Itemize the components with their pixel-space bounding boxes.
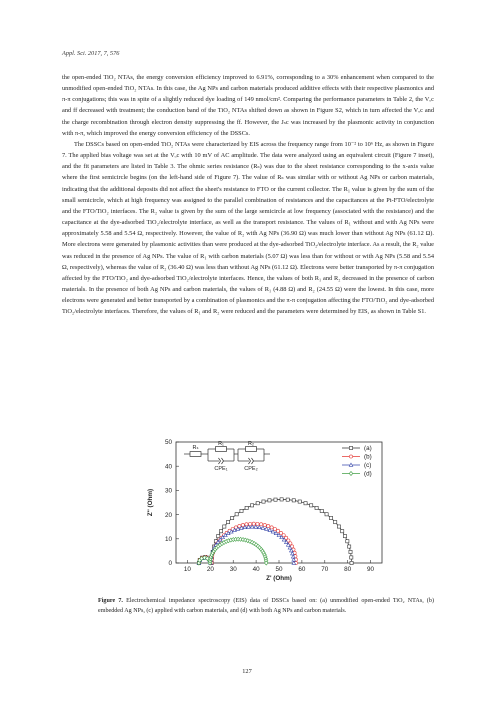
- body-text: [62, 72, 434, 317]
- y-axis-label: Z'' (Ohm): [147, 488, 154, 517]
- x-tick-label: 10: [183, 566, 191, 573]
- data-point: [285, 536, 288, 539]
- running-header: [62, 50, 119, 57]
- data-point: [263, 523, 266, 526]
- circuit-label-cpe2: CPE₂: [244, 466, 258, 472]
- data-point: [350, 556, 353, 559]
- y-tick-label: 10: [164, 536, 172, 543]
- data-point: [273, 527, 276, 530]
- data-point: [337, 525, 340, 528]
- x-tick-label: 90: [367, 566, 375, 573]
- data-point: [343, 535, 346, 538]
- data-point: [245, 523, 248, 526]
- data-point: [304, 502, 307, 505]
- data-point: [286, 498, 289, 501]
- x-tick-label: 40: [252, 566, 260, 573]
- x-tick-label: 80: [344, 566, 352, 573]
- data-point: [260, 523, 263, 526]
- paragraph-1: the open-ended TiO₂ NTAs, the energy conversion efficiency improved to 6.91%, corresponding to a 30% enhancement when compared to the unmodified open-ended TiO₂ NTAs. In this case, the Ag NPs and carbon materials produced additive effects with their respective plasmonics and π-π conjugations; this was in spite of a slightly reduced dye loading of 149 nmol/cm². Comparing the performance parameters in Table 2, the Vₒc and ff decreased with treatment; the conduction band of the TiO₂ NTAs shifted down as shown in Figure S2, which in turn affected the Vₒc and the charge recombination through electron density suppressing the ff. However, the Jₛc was increased by the plasmonic activity in conjunction with π-π, which improved the energy conversion efficiency of the DSSCs.: [62, 74, 434, 137]
- legend-label: (d): [364, 470, 372, 478]
- data-point: [292, 499, 295, 502]
- circuit-label-rs: Rₛ: [192, 445, 199, 451]
- data-point: [329, 516, 332, 519]
- y-tick-label: 0: [168, 560, 172, 568]
- x-axis-label: Z' (Ohm): [266, 575, 292, 582]
- x-tick-label: 70: [321, 566, 329, 573]
- data-point: [252, 522, 255, 525]
- data-point: [334, 521, 337, 524]
- data-point: [349, 550, 352, 553]
- x-tick-label: 20: [206, 566, 214, 573]
- data-point: [348, 545, 351, 548]
- circuit-resistor-r2: [246, 447, 257, 452]
- legend-marker: [349, 455, 352, 458]
- eis-nyquist-chart: [120, 436, 390, 586]
- data-point: [223, 525, 226, 528]
- x-tick-label: 30: [229, 566, 237, 573]
- data-point: [315, 506, 318, 509]
- data-point: [298, 500, 301, 503]
- legend-label: (b): [364, 453, 372, 461]
- data-point: [325, 513, 328, 516]
- data-point: [320, 509, 323, 512]
- data-point: [256, 522, 259, 525]
- figure-7: [120, 436, 390, 586]
- journal-citation: 2017, 7, 576: [87, 50, 120, 57]
- x-tick-label: 50: [275, 566, 283, 573]
- y-tick-label: 20: [164, 511, 172, 519]
- journal-name: Appl. Sci.: [62, 50, 87, 57]
- data-point: [262, 500, 265, 503]
- data-point: [256, 502, 259, 505]
- caption-text: Electrochemical impedance spectroscopy (EIS) data of DSSCs based on: (a) unmodified open-ended TiO₂ NTAs, (b) embedded Ag NPs, (c) applied with carbon materials, and (d) with both Ag NPs and carbon materials.: [98, 598, 434, 615]
- data-point: [276, 529, 279, 532]
- x-tick-label: 60: [298, 566, 306, 573]
- data-point: [231, 516, 234, 519]
- page-number: 127: [242, 668, 252, 675]
- data-point: [270, 526, 273, 529]
- data-point: [268, 499, 271, 502]
- legend-marker: [349, 472, 353, 476]
- data-point: [310, 504, 313, 507]
- data-point: [346, 540, 349, 543]
- data-point: [240, 509, 243, 512]
- data-point: [350, 561, 353, 564]
- legend-label: (c): [364, 462, 372, 470]
- data-point: [249, 522, 252, 525]
- circuit-label-cpe1: CPE₁: [214, 466, 228, 472]
- legend-marker: [349, 446, 352, 449]
- data-point: [217, 535, 220, 538]
- data-point: [341, 530, 344, 533]
- data-point: [241, 523, 244, 526]
- circuit-cpe2: [249, 458, 254, 464]
- data-point: [245, 506, 248, 509]
- data-point: [226, 521, 229, 524]
- data-point: [282, 534, 285, 537]
- data-point: [274, 498, 277, 501]
- caption-label: Figure 7.: [98, 598, 123, 604]
- figure-caption: [98, 596, 434, 617]
- circuit-cpe1: [219, 458, 224, 464]
- legend-label: (a): [364, 445, 372, 453]
- data-point: [280, 498, 283, 501]
- y-tick-label: 50: [164, 439, 172, 447]
- circuit-label-r2: R₂: [247, 441, 255, 447]
- circuit-resistor-r1: [216, 447, 227, 452]
- plot-frame: [176, 442, 382, 563]
- y-tick-label: 30: [164, 487, 172, 495]
- data-point: [279, 531, 282, 534]
- paragraph-2: The DSSCs based on open-ended TiO₂ NTAs were characterized by EIS across the frequency range from 10⁻² to 10⁶ Hz, as shown in Figure 7. The applied bias voltage was set at the Vₒc with 10 mV of AC amplitude. The data were analyzed using an equivalent circuit (Figure 7 inset), and the fit parameters are listed in Table 3. The ohmic series resistance (Rₛ) was due to the sheet resistance corresponding to the x-axis value where the first semicircle begins (on the left-hand side of Figure 7). The value of Rₛ was similar with or without Ag NPs or carbon materials, indicating that the additional deposits did not affect the sheet's resistance to FTO or the current collector. The R₁ value is given by the sum of the small semicircle, which at high frequency was assigned to the parallel combination of resistances and the capacitances at the Pt-FTO/electrolyte and the FTO/TiO₂ interfaces. The R₂ value is given by the sum of the large semicircle at low frequency (associated with the resistance) and the capacitance at the dye-adsorbed TiO₂/electrolyte interface, as well as the transport resistance. The values of R₁ without and with Ag NPs were approximately 5.58 and 5.54 Ω, respectively. However, the value of R₂ with Ag NPs (36.90 Ω) was much lower than without Ag NPs (61.12 Ω). More electrons were generated by plasmonic activities than were produced at the dye-adsorbed TiO₂/electrolyte interface. As a result, the R₂ value was reduced in the presence of Ag NPs. The value of R₁ with carbon materials (5.07 Ω) was less than for without or with Ag NPs (5.58 and 5.54 Ω, respectively), whereas the value of R₂ (36.40 Ω) was less than without Ag NPs (61.12 Ω). Electrons were better transported by π-π conjugation affected by the FTO/TiO₂ and dye-adsorbed TiO₂/electrolyte interfaces. Hence, the values of both R₁ and R₂ decreased in the presence of carbon materials. In the presence of both Ag NPs and carbon materials, the values of R₁ (4.88 Ω) and R₂ (24.55 Ω) were the lowest. In this case, more electrons were generated and better transported by a combination of plasmonics and the π-π conjugation affecting the FTO/TiO₂ and dye-adsorbed TiO₂/electrolyte interfaces. Therefore, the values of R₁ and R₂ were reduced and the parameters were determined by EIS, as shown in Table S1.: [62, 140, 434, 316]
- data-point: [235, 513, 238, 516]
- data-point: [219, 530, 222, 533]
- data-point: [267, 524, 270, 527]
- circuit-label-r1: R₁: [218, 441, 224, 447]
- circuit-resistor-rs: [190, 452, 201, 457]
- data-point: [250, 504, 253, 507]
- y-tick-label: 40: [164, 463, 172, 471]
